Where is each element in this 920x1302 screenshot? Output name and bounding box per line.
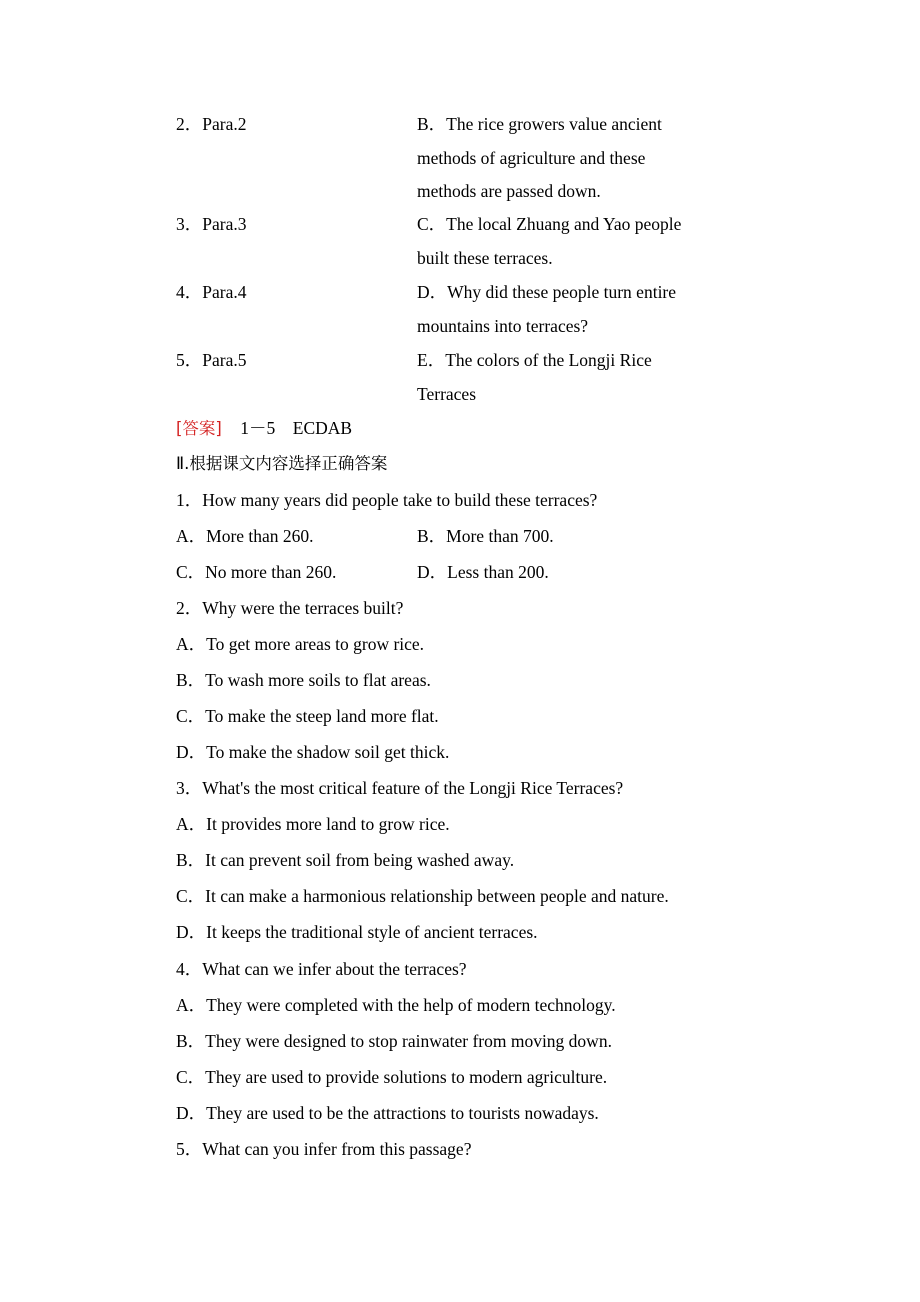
q4-option-a: A．They were completed with the help of modern technology. bbox=[176, 995, 616, 1015]
matching-right-c-line2: built these terraces. bbox=[417, 248, 553, 268]
q4-option-c: C．They are used to provide solutions to modern agriculture. bbox=[176, 1067, 608, 1087]
q2-option-c: C．To make the steep land more flat. bbox=[176, 706, 439, 726]
matching-left-5: 5．Para.5 bbox=[176, 350, 247, 370]
q2-option-d: D．To make the shadow soil get thick. bbox=[176, 742, 450, 762]
q2-option-a: A．To get more areas to grow rice. bbox=[176, 634, 425, 654]
q1-option-a: A．More than 260. bbox=[176, 526, 314, 546]
q3-option-c: C．It can make a harmonious relationship between people and nature. bbox=[176, 886, 669, 906]
matching-left-4: 4．Para.4 bbox=[176, 282, 247, 302]
q1-option-b: B．More than 700. bbox=[417, 526, 554, 546]
matching-right-c-line1: C．The local Zhuang and Yao people bbox=[417, 214, 682, 234]
matching-left-2: 2．Para.2 bbox=[176, 114, 247, 134]
q1-option-d: D．Less than 200. bbox=[417, 562, 549, 582]
q3-option-b: B．It can prevent soil from being washed away. bbox=[176, 850, 515, 870]
matching-right-e-line2: Terraces bbox=[417, 384, 477, 404]
question-1: 1．How many years did people take to build these terraces? bbox=[176, 490, 598, 510]
q1-option-c: C．No more than 260. bbox=[176, 562, 337, 582]
question-5: 5．What can you infer from this passage? bbox=[176, 1139, 472, 1159]
answer-line bbox=[176, 417, 352, 440]
section-heading: Ⅱ.根据课文内容选择正确答案 bbox=[176, 454, 388, 473]
question-4: 4．What can we infer about the terraces? bbox=[176, 959, 467, 979]
answer-text: 1－5 ECDAB bbox=[240, 418, 353, 438]
question-3: 3．What's the most critical feature of the Longji Rice Terraces? bbox=[176, 778, 624, 798]
q4-option-d: D．They are used to be the attractions to tourists nowadays. bbox=[176, 1103, 599, 1123]
matching-right-e-line1: E．The colors of the Longji Rice bbox=[417, 350, 652, 370]
q3-option-a: A．It provides more land to grow rice. bbox=[176, 814, 450, 834]
q4-option-b: B．They were designed to stop rainwater from moving down. bbox=[176, 1031, 612, 1051]
matching-right-d-line2: mountains into terraces? bbox=[417, 316, 589, 336]
matching-right-b-line3: methods are passed down. bbox=[417, 181, 601, 201]
question-2: 2．Why were the terraces built? bbox=[176, 598, 404, 618]
answer-tag: [答案] bbox=[176, 419, 222, 438]
q3-option-d: D．It keeps the traditional style of ancient terraces. bbox=[176, 922, 538, 942]
matching-left-3: 3．Para.3 bbox=[176, 214, 247, 234]
matching-right-b-line2: methods of agriculture and these bbox=[417, 148, 646, 168]
q2-option-b: B．To wash more soils to flat areas. bbox=[176, 670, 431, 690]
matching-right-b-line1: B．The rice growers value ancient bbox=[417, 114, 662, 134]
matching-right-d-line1: D．Why did these people turn entire bbox=[417, 282, 677, 302]
